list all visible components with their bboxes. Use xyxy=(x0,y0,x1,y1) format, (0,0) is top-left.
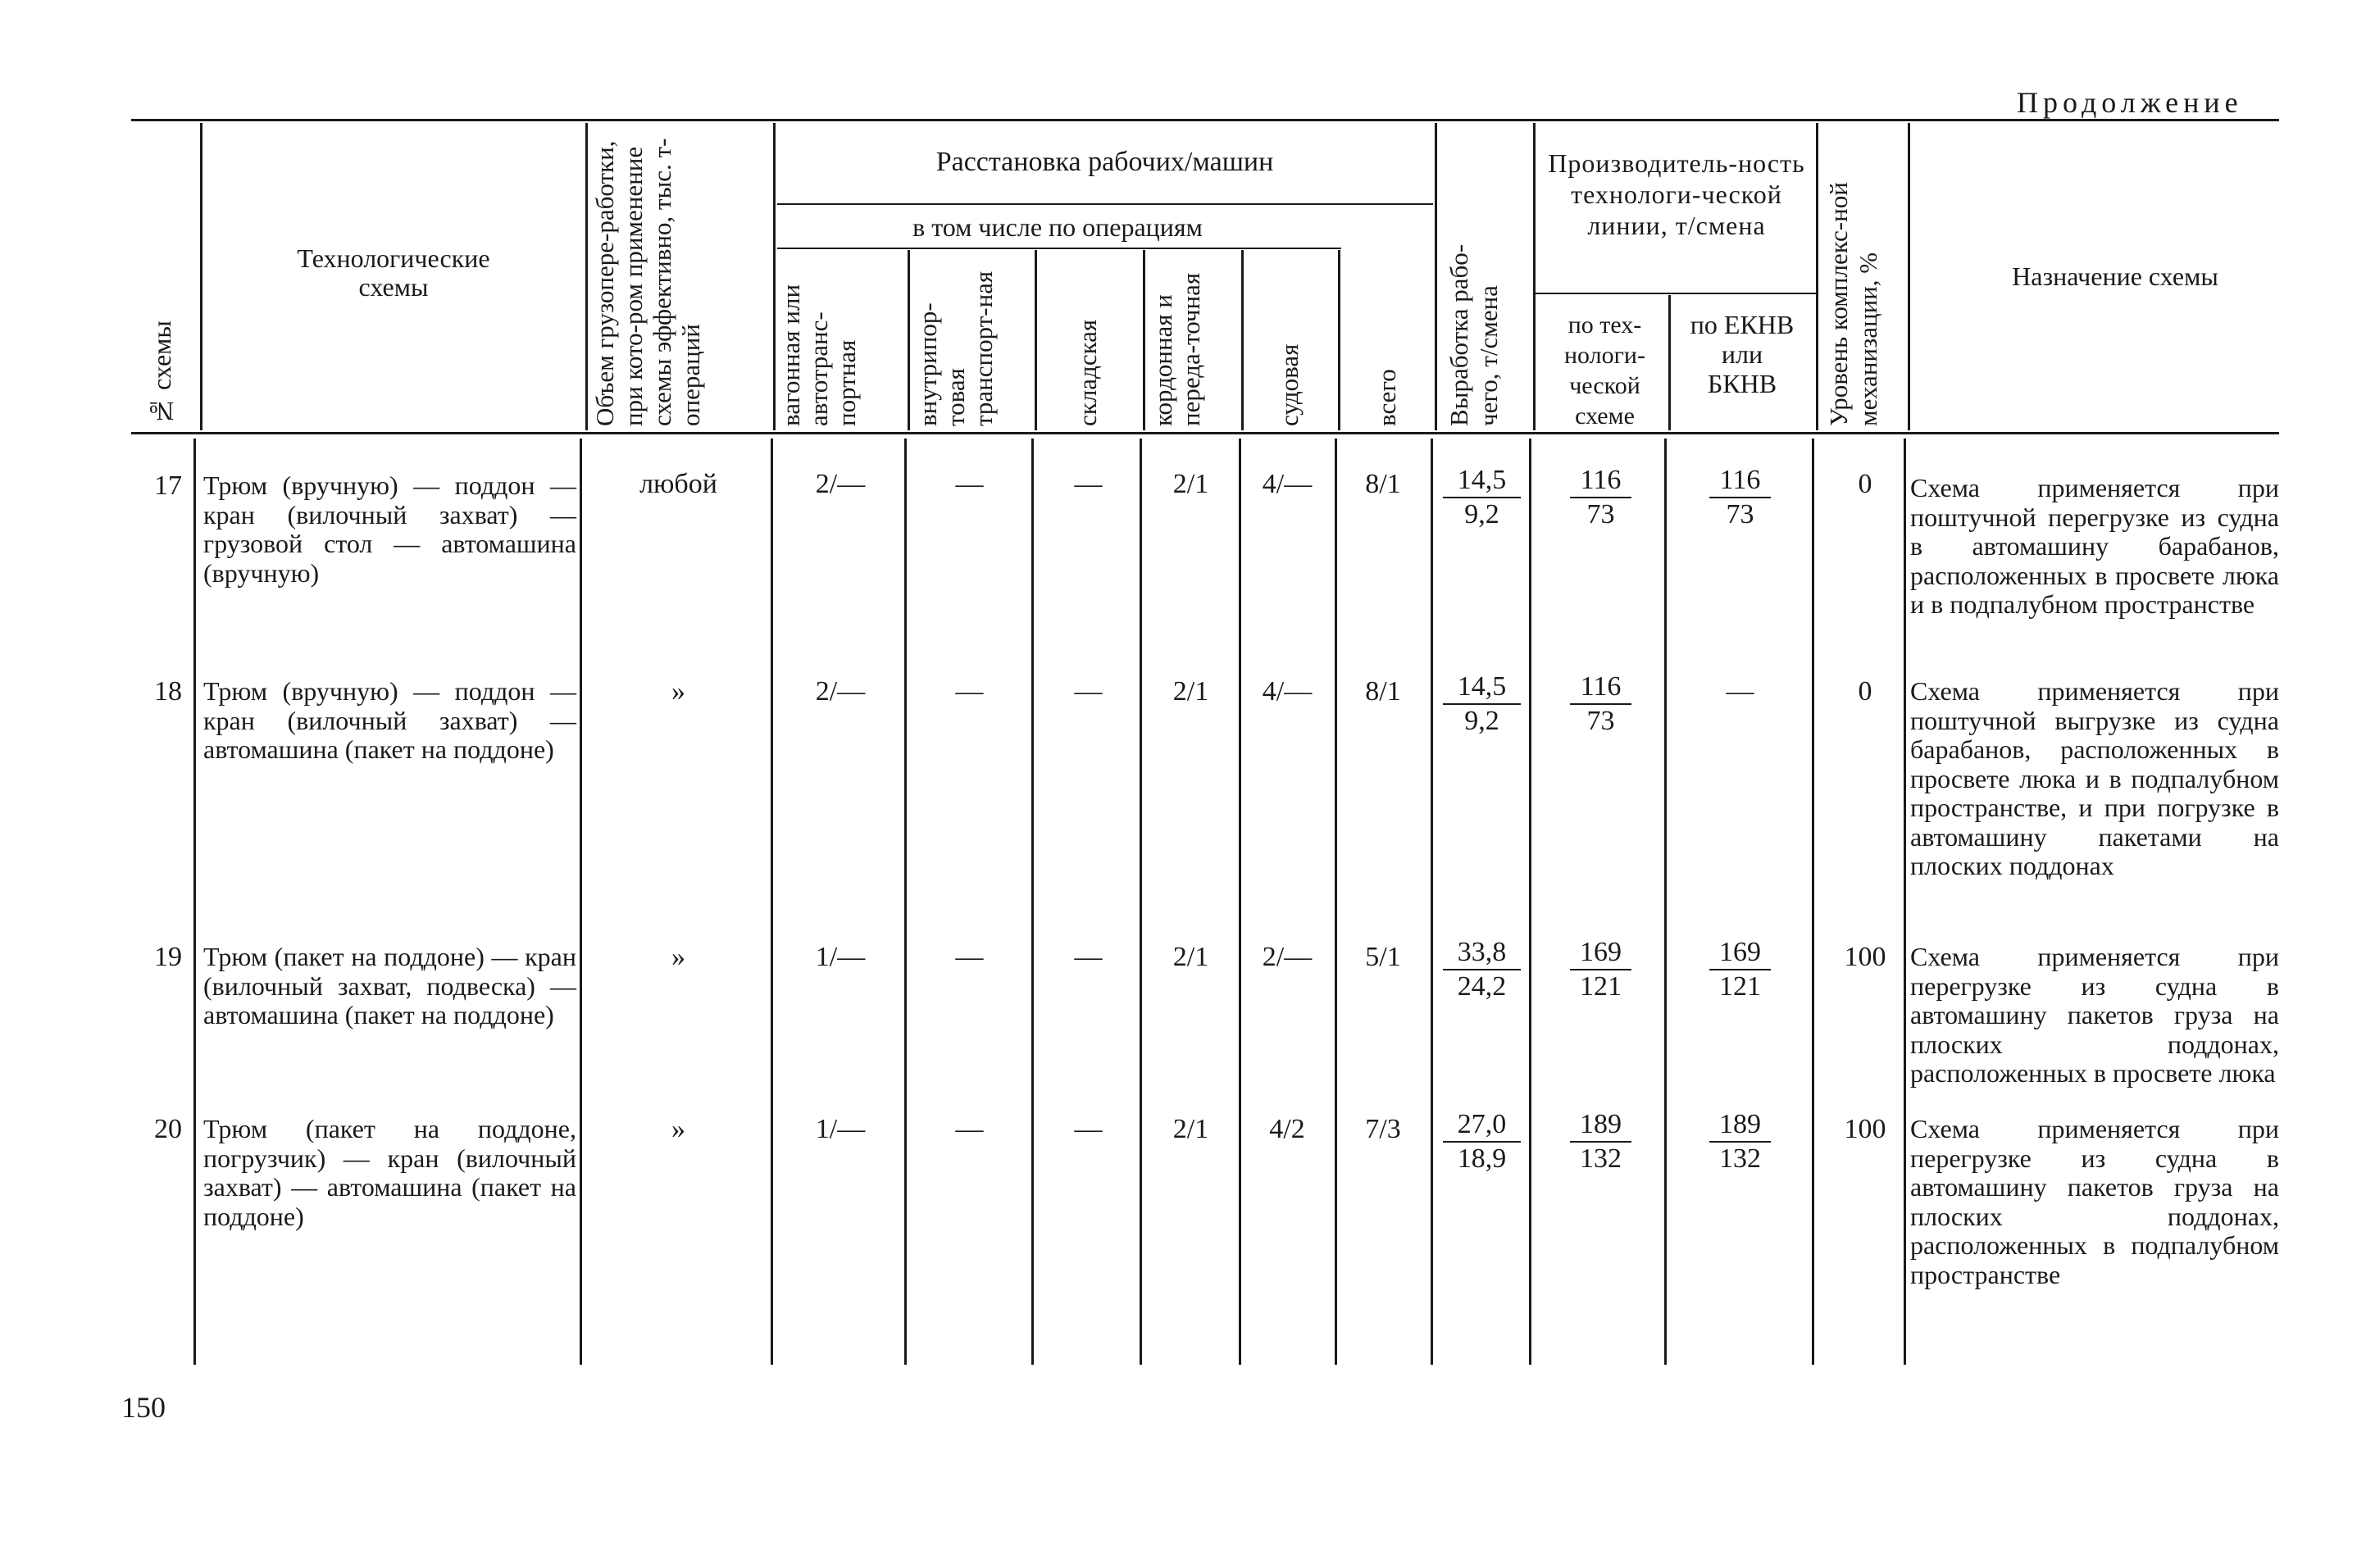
row-20-intra: — xyxy=(955,1114,984,1144)
top-rule xyxy=(131,119,2279,121)
row-18-wagon: 2/— xyxy=(815,676,866,707)
vrule-b13 xyxy=(1904,439,1906,1365)
row-17-volume: любой xyxy=(639,469,717,499)
productivity-sub-rule xyxy=(1533,293,1816,294)
row-20-prod-ekhv: $\frac{189}{132}$ xyxy=(1709,1108,1771,1175)
vrule-b9 xyxy=(1431,439,1433,1365)
row-20-prod-tech: $\frac{189}{132}$ xyxy=(1570,1108,1631,1175)
row-20-storage: — xyxy=(1074,1114,1103,1144)
row-18-volume: » xyxy=(671,676,685,707)
vrule-b7 xyxy=(1239,439,1241,1365)
row-19-cordon: 2/1 xyxy=(1172,942,1209,972)
row-17-mech: 0 xyxy=(1858,469,1872,499)
ops-sub-rule xyxy=(777,248,1341,249)
header-bottom-rule xyxy=(131,432,2279,434)
row-19-prod-tech: $\frac{169}{121}$ xyxy=(1570,936,1631,1003)
header-op-cordon: кордонная и переда-точная xyxy=(1149,272,1205,426)
vrule-h13 xyxy=(1908,123,1910,430)
header-volume: Объем грузопере-работки, при кото-ром применение схемы эффективно, тыс. т-операций xyxy=(590,138,705,426)
row-20-output: $\frac{27,0}{18,9}$ xyxy=(1443,1108,1521,1175)
row-18-tech: Трюм (вручную) — поддон — кран (вилочный захват) — автомашина (пакет на поддоне) xyxy=(203,676,576,764)
row-18-cordon: 2/1 xyxy=(1172,676,1209,707)
vrule-h8 xyxy=(1338,250,1340,430)
row-20-ship: 4/2 xyxy=(1269,1114,1305,1144)
row-20-purpose: Схема применяется при перегрузке из судна в автомашину пакетов груза на плоских поддонах, расположенных в подпалубном пространстве xyxy=(1910,1114,2279,1289)
vrule-h9 xyxy=(1435,123,1437,430)
vrule-h4 xyxy=(908,250,910,430)
row-18-intra: — xyxy=(955,676,984,707)
row-17-wagon: 2/— xyxy=(815,469,866,499)
vrule-h2 xyxy=(585,123,588,430)
row-17-ship: 4/— xyxy=(1262,469,1313,499)
row-19-mech: 100 xyxy=(1844,942,1886,972)
row-20-tech: Трюм (пакет на поддоне, погрузчик) — кран (вилочный захват) — автомашина (пакет на поддоне) xyxy=(203,1114,576,1231)
row-18-ship: 4/— xyxy=(1262,676,1313,707)
header-total: всего xyxy=(1372,369,1401,426)
row-19-intra: — xyxy=(955,942,984,972)
header-op-intra: внутрипор-товая транспорт-ная xyxy=(913,270,998,426)
header-prod-ekhv: по ЕКНВ или БКНВ xyxy=(1690,310,1795,398)
row-20-wagon: 1/— xyxy=(815,1114,866,1144)
vrule-b3 xyxy=(771,439,773,1365)
header-output: Выработка рабо-чего, т/смена xyxy=(1445,243,1503,426)
vrule-h10 xyxy=(1533,123,1536,430)
continuation-label: Продолжение xyxy=(2017,86,2243,119)
row-18-mech: 0 xyxy=(1858,676,1872,707)
vrule-h3 xyxy=(773,123,776,430)
header-by-ops: в том числе по операциям xyxy=(912,212,1203,242)
row-17-num: 17 xyxy=(154,470,182,501)
vrule-b2 xyxy=(580,439,582,1365)
header-placement: Расстановка рабочих/машин xyxy=(935,147,1274,177)
row-19-storage: — xyxy=(1074,942,1103,972)
row-17-purpose: Схема применяется при поштучной перегрузке из судна в автомашину барабанов, расположенных в просвете люка и в подпалубном пространстве xyxy=(1910,473,2279,619)
header-op-ship: судовая xyxy=(1275,343,1304,426)
row-18-purpose: Схема применяется при поштучной выгрузке из судна барабанов, расположенных в просвете люка и в подпалубном пространстве, и при погрузке в автомашину пакетами на плоских поддонах xyxy=(1910,676,2279,880)
vrule-h11 xyxy=(1668,295,1671,430)
row-19-output: $\frac{33,8}{24,2}$ xyxy=(1443,936,1521,1003)
header-productivity: Производитель-ность технологи-ческой линии, т/смена xyxy=(1548,148,1805,240)
row-19-num: 19 xyxy=(154,942,182,972)
vrule-b1 xyxy=(193,439,196,1365)
row-19-volume: » xyxy=(671,942,685,972)
header-op-wagon: вагонная или автотранс-портная xyxy=(776,284,861,426)
row-18-prod-tech: $\frac{116}{73}$ xyxy=(1570,670,1631,738)
header-prod-tech: по тех-нологи-ческой схеме xyxy=(1564,311,1645,429)
row-18-output: $\frac{14,5}{9,2}$ xyxy=(1443,670,1521,738)
vrule-b8 xyxy=(1335,439,1337,1365)
vrule-b6 xyxy=(1140,439,1142,1365)
row-20-cordon: 2/1 xyxy=(1172,1114,1209,1144)
row-17-output: $\frac{14,5}{9,2}$ xyxy=(1443,464,1521,531)
row-20-mech: 100 xyxy=(1844,1114,1886,1144)
header-mech-level: Уровень комплекс-ной механизации, % xyxy=(1824,182,1882,426)
row-17-tech: Трюм (вручную) — поддон — кран (вилочный захват) — грузовой стол — автомашина (вручную) xyxy=(203,470,576,588)
vrule-h12 xyxy=(1816,123,1818,430)
row-18-num: 18 xyxy=(154,676,182,707)
row-19-ship: 2/— xyxy=(1262,942,1313,972)
page-number: 150 xyxy=(121,1391,166,1424)
vrule-b4 xyxy=(904,439,907,1365)
vrule-b11 xyxy=(1664,439,1667,1365)
row-17-storage: — xyxy=(1074,469,1103,499)
vrule-b12 xyxy=(1812,439,1814,1365)
vrule-b10 xyxy=(1529,439,1531,1365)
row-19-purpose: Схема применяется при перегрузке из судна в автомашину пакетов груза на плоских поддонах, расположенных в просвете люка xyxy=(1910,942,2279,1088)
row-20-total: 7/3 xyxy=(1365,1114,1401,1144)
header-purpose: Назначение схемы xyxy=(2012,261,2218,291)
row-19-total: 5/1 xyxy=(1365,942,1401,972)
row-20-num: 20 xyxy=(154,1114,182,1144)
row-17-prod-tech: $\frac{116}{73}$ xyxy=(1570,464,1631,531)
row-19-prod-ekhv: $\frac{169}{121}$ xyxy=(1709,936,1771,1003)
row-19-wagon: 1/— xyxy=(815,942,866,972)
row-20-volume: » xyxy=(671,1114,685,1144)
row-19-tech: Трюм (пакет на поддоне) — кран (вилочный захват, подвеска) — автомашина (пакет на поддоне) xyxy=(203,942,576,1029)
vrule-h6 xyxy=(1143,250,1145,430)
vrule-h1 xyxy=(200,123,202,430)
header-op-storage: складская xyxy=(1073,319,1102,426)
row-18-prod-ekhv: — xyxy=(1726,676,1754,707)
vrule-b5 xyxy=(1031,439,1034,1365)
row-17-prod-ekhv: $\frac{116}{73}$ xyxy=(1709,464,1771,531)
row-17-intra: — xyxy=(955,469,984,499)
row-17-total: 8/1 xyxy=(1365,469,1401,499)
header-tech: Технологические схемы xyxy=(297,243,490,302)
row-18-total: 8/1 xyxy=(1365,676,1401,707)
row-17-cordon: 2/1 xyxy=(1172,469,1209,499)
vrule-h7 xyxy=(1241,250,1244,430)
vrule-h5 xyxy=(1035,250,1037,430)
header-num: № схемы xyxy=(147,320,176,426)
row-18-storage: — xyxy=(1074,676,1103,707)
placement-sub-rule xyxy=(777,203,1433,205)
